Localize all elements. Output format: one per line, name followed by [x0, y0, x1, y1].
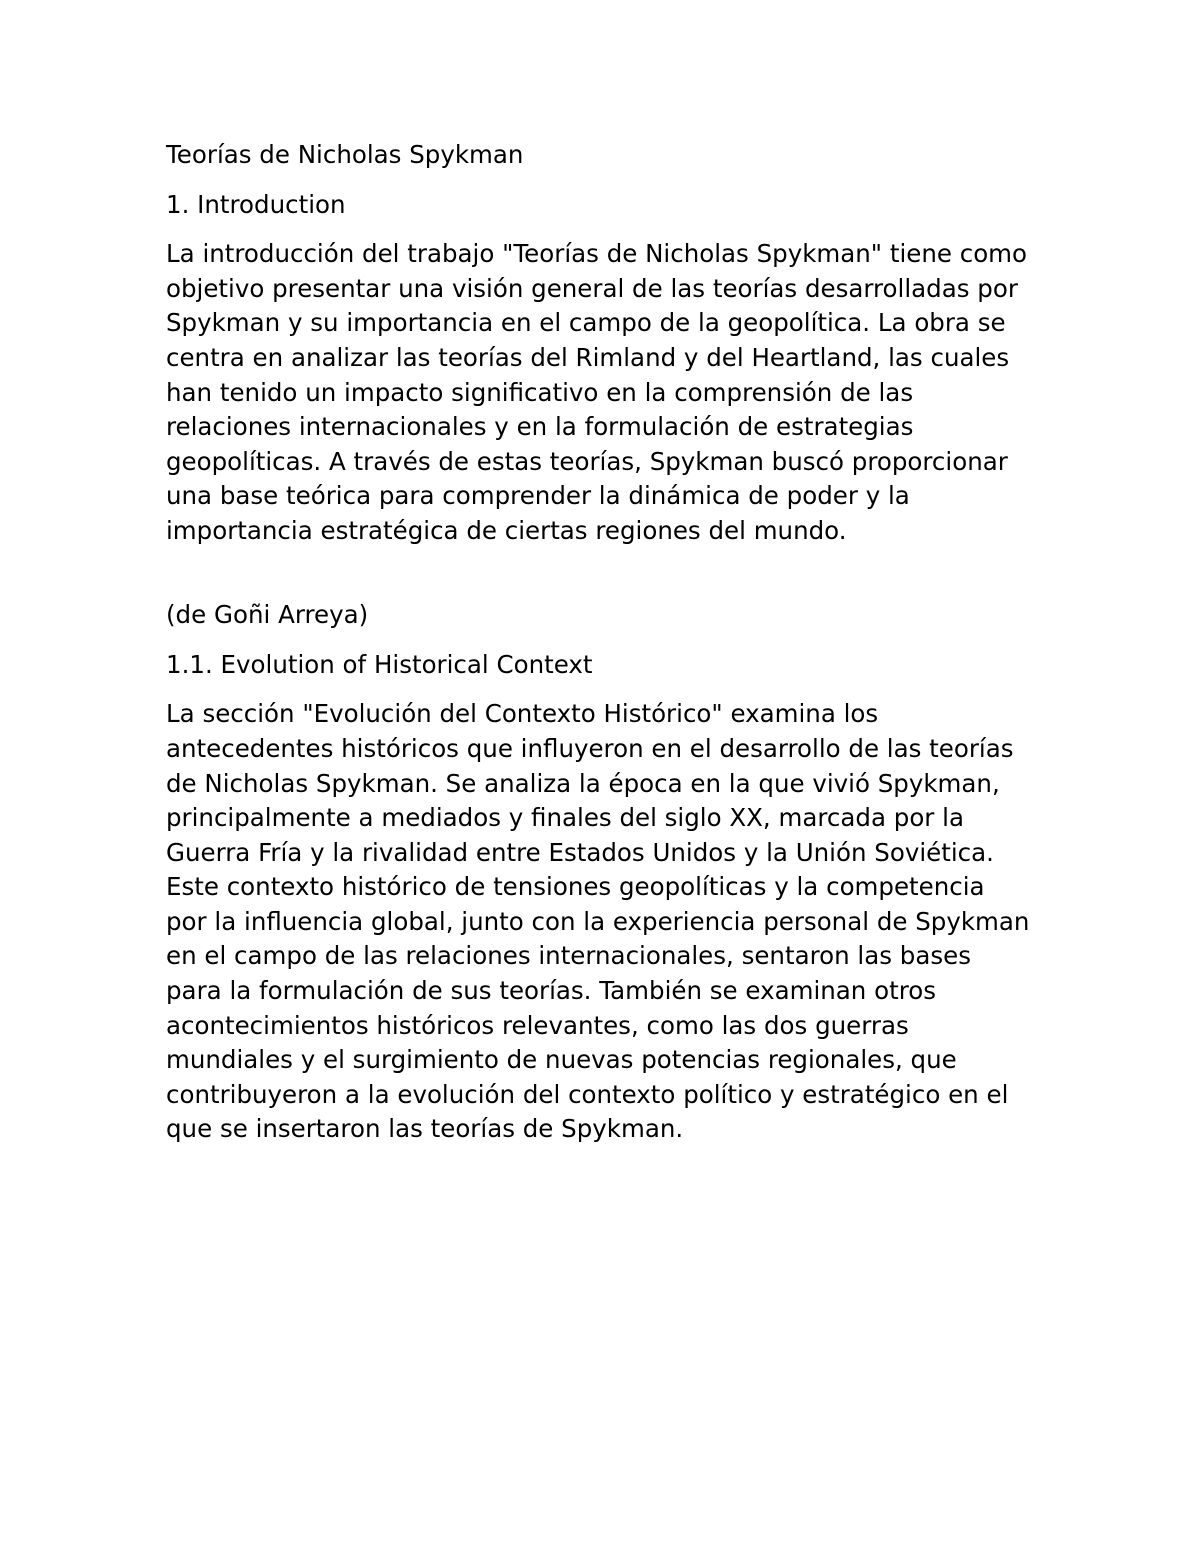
- section-heading-introduction: 1. Introduction: [166, 189, 346, 219]
- historical-context-paragraph: La sección "Evolución del Contexto Histórico" examina los antecedentes históricos que influyeron en el desarrollo de las teorías de Nicholas Spykman. Se analiza la época en la que vivió Spykman, principalmente a mediados y finales del siglo XX, marcada por la Guerra Fría y la rivalidad entre Estados Unidos y la Unión Soviética. Este contexto histórico de tensiones geopolíticas y la competencia por la influencia global, junto con la experiencia personal de Spykman en el campo de las relaciones internacionales, sentaron las bases para la formulación de sus teorías. También se examinan otros acontecimientos históricos relevantes, como las dos guerras mundiales y el surgimiento de nuevas potencias regionales, que contribuyeron a la evolución del contexto político y estratégico en el que se insertaron las teorías de Spykman.: [166, 699, 1030, 1144]
- citation: (de Goñi Arreya): [166, 600, 369, 630]
- section-heading-historical-context: 1.1. Evolution of Historical Context: [166, 649, 593, 679]
- introduction-paragraph: La introducción del trabajo "Teorías de Nicholas Spykman" tiene como objetivo presentar una visión general de las teorías desarrolladas por Spykman y su importancia en el campo de la geopolítica. La obra se centra en analizar las teorías del Rimland y del Heartland, las cuales han tenido un impacto significativo en la comprensión de las relaciones internacionales y en la formulación de estrategias geopolíticas. A través de estas teorías, Spykman buscó proporcionar una base teórica para comprender la dinámica de poder y la importancia estratégica de ciertas regiones del mundo.: [166, 239, 1028, 545]
- document-title: Teorías de Nicholas Spykman: [166, 140, 524, 169]
- document-body: [166, 138, 1031, 1162]
- blank-line: [166, 564, 1031, 599]
